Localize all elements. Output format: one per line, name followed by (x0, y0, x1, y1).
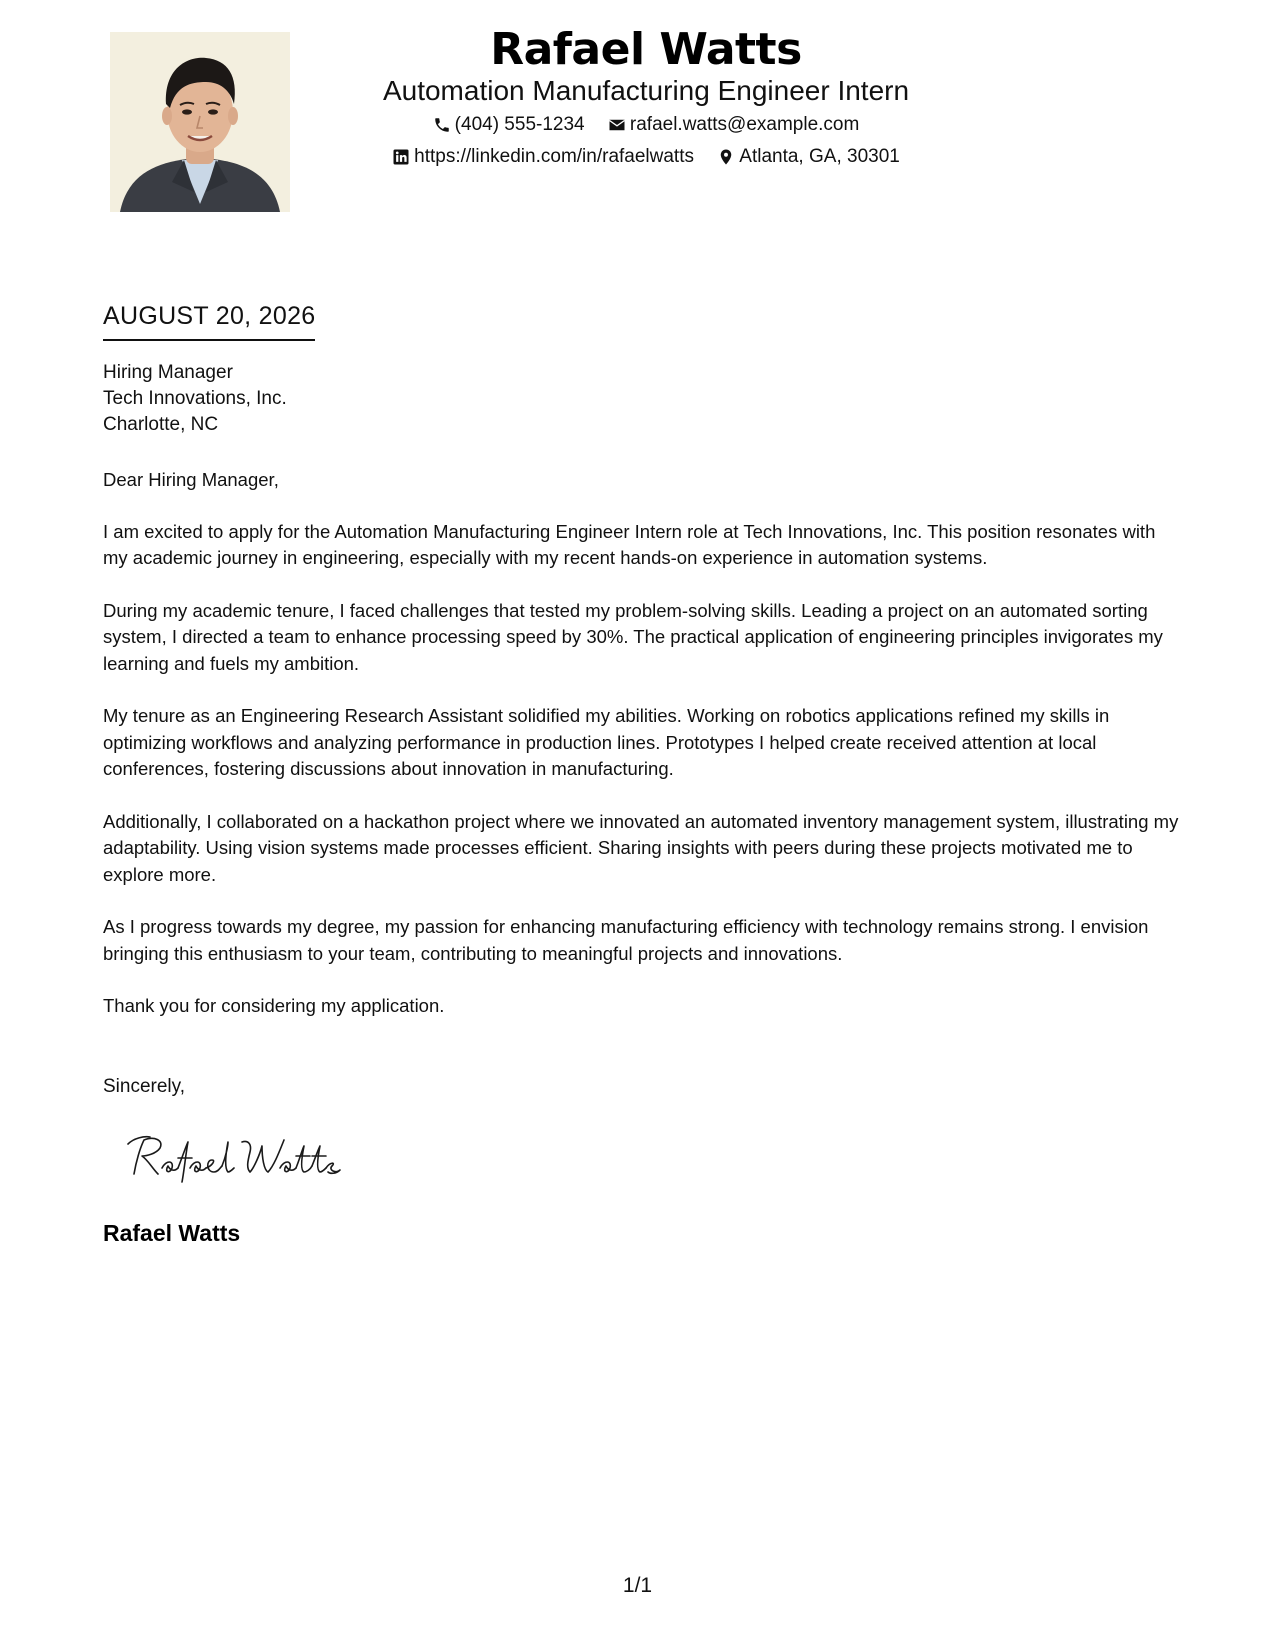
page-number: 1/1 (622, 1574, 653, 1597)
paragraph-3: My tenure as an Engineering Research Assistant solidified my abilities. Working on robotics applications refined my skills in optimizing workflows and analyzing performance in production lines. Prototypes I helped create received attention at local conferences, fostering discussions about innovation in manufacturing. (103, 705, 1110, 779)
greeting: Dear Hiring Manager, (103, 469, 279, 490)
recipient-location: Charlotte, NC (103, 414, 219, 435)
location-text: Atlanta, GA, 30301 (739, 146, 900, 167)
recipient-block (103, 360, 287, 438)
applicant-title: Automation Manufacturing Engineer Intern (382, 75, 910, 106)
recipient-company: Tech Innovations, Inc. (103, 388, 287, 409)
phone-icon (433, 116, 451, 134)
letter-date: AUGUST 20, 2026 (103, 300, 315, 341)
envelope-icon (608, 116, 626, 134)
contact-email[interactable] (608, 112, 859, 138)
map-pin-icon (717, 148, 735, 166)
phone-text: (404) 555-1234 (454, 114, 585, 135)
paragraph-4: Additionally, I collaborated on a hackathon project where we innovated an automated inventory management system, illustrating my adaptability. Using vision systems made processes efficient. Sharing insights with peers during these projects motivated me to explore more. (103, 810, 1179, 885)
signer-name: Rafael Watts (103, 1220, 241, 1246)
letter-header (0, 0, 1275, 230)
closing: Sincerely, (103, 1076, 186, 1097)
signature-image (120, 1128, 350, 1188)
contact-phone[interactable] (433, 112, 585, 138)
linkedin-icon (392, 148, 410, 166)
paragraph-1: I am excited to apply for the Automation Manufacturing Engineer Intern role at Tech Innovations, Inc. This position resonates with my academic journey in engineering, especially with my recent hands-on experience in automation systems. (103, 520, 1156, 568)
contact-location (717, 144, 900, 170)
handwritten-signature (120, 1128, 350, 1188)
linkedin-text: https://linkedin.com/in/rafaelwatts (414, 146, 694, 167)
applicant-name: Rafael Watts (490, 24, 802, 75)
email-text: rafael.watts@example.com (629, 114, 860, 135)
contact-linkedin[interactable] (392, 144, 694, 170)
paragraph-6: Thank you for considering my application. (103, 995, 445, 1016)
contact-row-2 (0, 144, 1275, 174)
recipient-name: Hiring Manager (103, 362, 233, 383)
contact-row-1 (0, 112, 1275, 142)
paragraph-5: As I progress towards my degree, my passion for enhancing manufacturing efficiency with technology remains strong. I envision bringing this enthusiasm to your team, contributing to meaningful projects and innovations. (103, 916, 1149, 964)
paragraph-2: During my academic tenure, I faced challenges that tested my problem-solving skills. Leading a project on an automated sorting system, I directed a team to enhance processing speed by 30%. The practical application of engineering principles invigorates my learning and fuels my ambition. (103, 599, 1163, 674)
letter-body (103, 467, 1183, 1046)
